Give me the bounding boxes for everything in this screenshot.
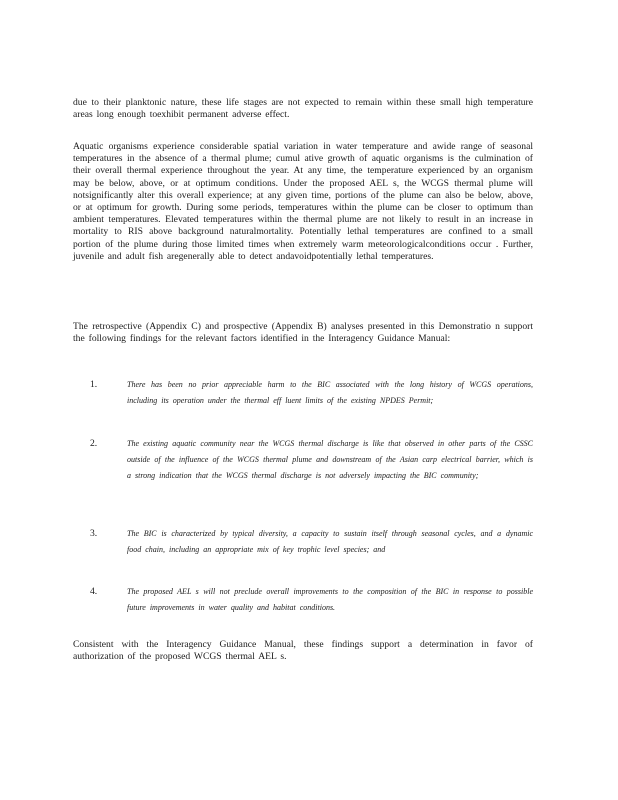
finding-number: 2. xyxy=(90,438,98,449)
finding-item xyxy=(90,377,533,409)
paragraph-planktonic-life-stages: due to their planktonic nature, these life stages are not expected to remain within these small high temperature areas long enough toexhibit permanent adverse effect. xyxy=(73,97,533,121)
finding-number: 1. xyxy=(90,379,98,390)
finding-number: 3. xyxy=(90,528,98,539)
finding-text: The BIC is characterized by typical diversity, a capacity to sustain itself through seasonal cycles, and a dynamic food chain, including an appropriate mix of key trophic level species; and xyxy=(127,529,533,555)
paragraph-aquatic-organisms: Aquatic organisms experience considerable spatial variation in water temperature and awide range of seasonal temperatures in the absence of a thermal plume; cumul ative growth of aquatic organisms is the culmination of their overall thermal experience throughout the year. At any time, the temperature experienced by an organism may be below, above, or at optimum conditions. Under the proposed AEL s, the WCGS thermal plume will notsignificantly alter this overall experience; at any given time, portions of the plume can also be below, above, or at optimum for growth. During some periods, temperatures within the plume can be closer to optimum than ambient temperatures. Elevated temperatures within the thermal plume are not likely to result in an increase in mortality to RIS above background naturalmortality. Potentially lethal temperatures are confined to a small portion of the plume during those limited times when extremely warm meteorologicalconditions occur . Further, juvenile and adult fish aregenerally able to detect andavoidpotentially lethal temperatures. xyxy=(73,141,533,262)
paragraph-analyses-findings-intro: The retrospective (Appendix C) and prospective (Appendix B) analyses presented in this Demonstratio n support the following findings for the relevant factors identified in the Interagency Guidance Manual: xyxy=(73,321,533,345)
finding-item xyxy=(90,526,533,558)
finding-text: The proposed AEL s will not preclude overall improvements to the composition of the BIC in response to possible future improvements in water quality and habitat conditions. xyxy=(127,587,533,613)
finding-number: 4. xyxy=(90,586,98,597)
finding-item xyxy=(90,436,533,485)
finding-text: The existing aquatic community near the WCGS thermal discharge is like that observed in other parts of the CSSC outside of the influence of the WCGS thermal plume and downstream of the Asian carp electrical barrier, which is a strong indication that the WCGS thermal discharge is not adversely impacting the BIC community; xyxy=(127,439,533,481)
finding-item xyxy=(90,584,533,616)
finding-text: There has been no prior appreciable harm to the BIC associated with the long history of WCGS operations, including its operation under the thermal eff luent limits of the existing NPDES Permit; xyxy=(127,380,533,406)
paragraph-conclusion: Consistent with the Interagency Guidance Manual, these findings support a determination in favor of authorization of the proposed WCGS thermal AEL s. xyxy=(73,639,533,663)
